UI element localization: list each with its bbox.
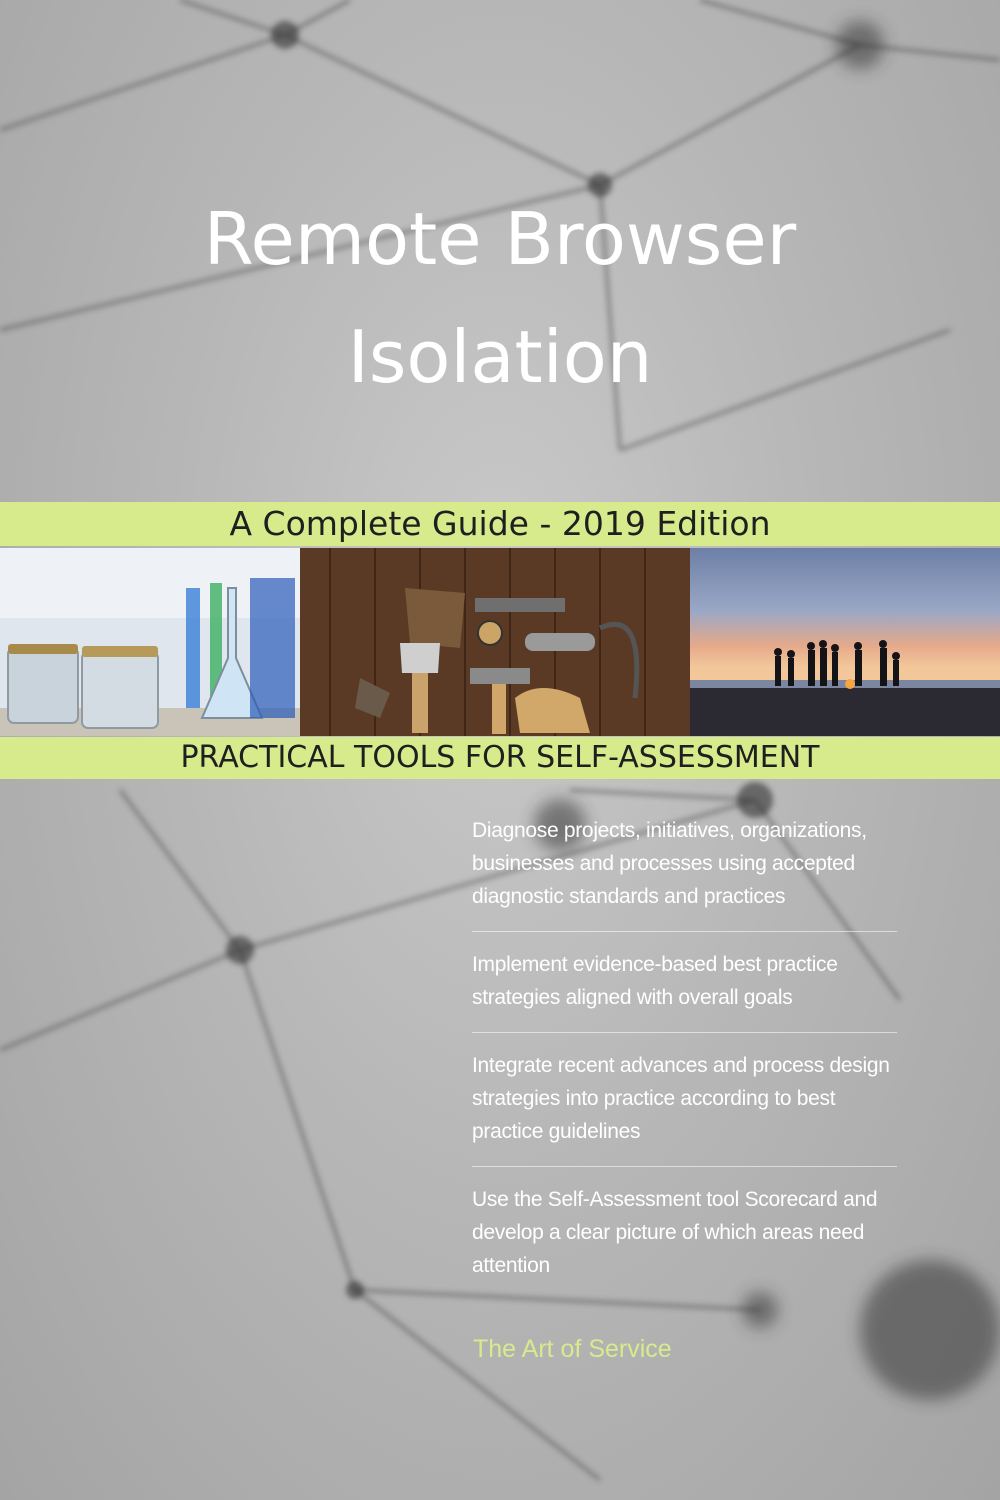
tools-photo [300, 548, 690, 736]
subtitle-band: A Complete Guide - 2019 Edition [0, 502, 1000, 546]
tools-on-wood-icon [300, 548, 690, 736]
beach-sunset-people-icon [690, 548, 1000, 736]
benefit-item: Integrate recent advances and process design strategies into practice according to best practice guidelines [472, 1047, 897, 1167]
laboratory-glassware-icon [0, 548, 300, 736]
lab-photo [0, 548, 300, 736]
tagline-band: PRACTICAL TOOLS FOR SELF-ASSESSMENT [0, 737, 1000, 779]
title-line-2: Isolation [347, 315, 653, 399]
benefits-list [472, 812, 897, 1314]
title-line-1: Remote Browser [203, 197, 797, 281]
benefit-item: Implement evidence-based best practice strategies aligned with overall goals [472, 946, 897, 1033]
beach-photo [690, 548, 1000, 736]
benefit-item: Diagnose projects, initiatives, organizations, businesses and processes using accepted diagnostic standards and practices [472, 812, 897, 932]
publisher-name: The Art of Service [473, 1335, 672, 1363]
benefit-item: Use the Self-Assessment tool Scorecard and develop a clear picture of which areas need attention [472, 1188, 878, 1277]
book-title [0, 180, 1000, 416]
photo-strip [0, 548, 1000, 736]
